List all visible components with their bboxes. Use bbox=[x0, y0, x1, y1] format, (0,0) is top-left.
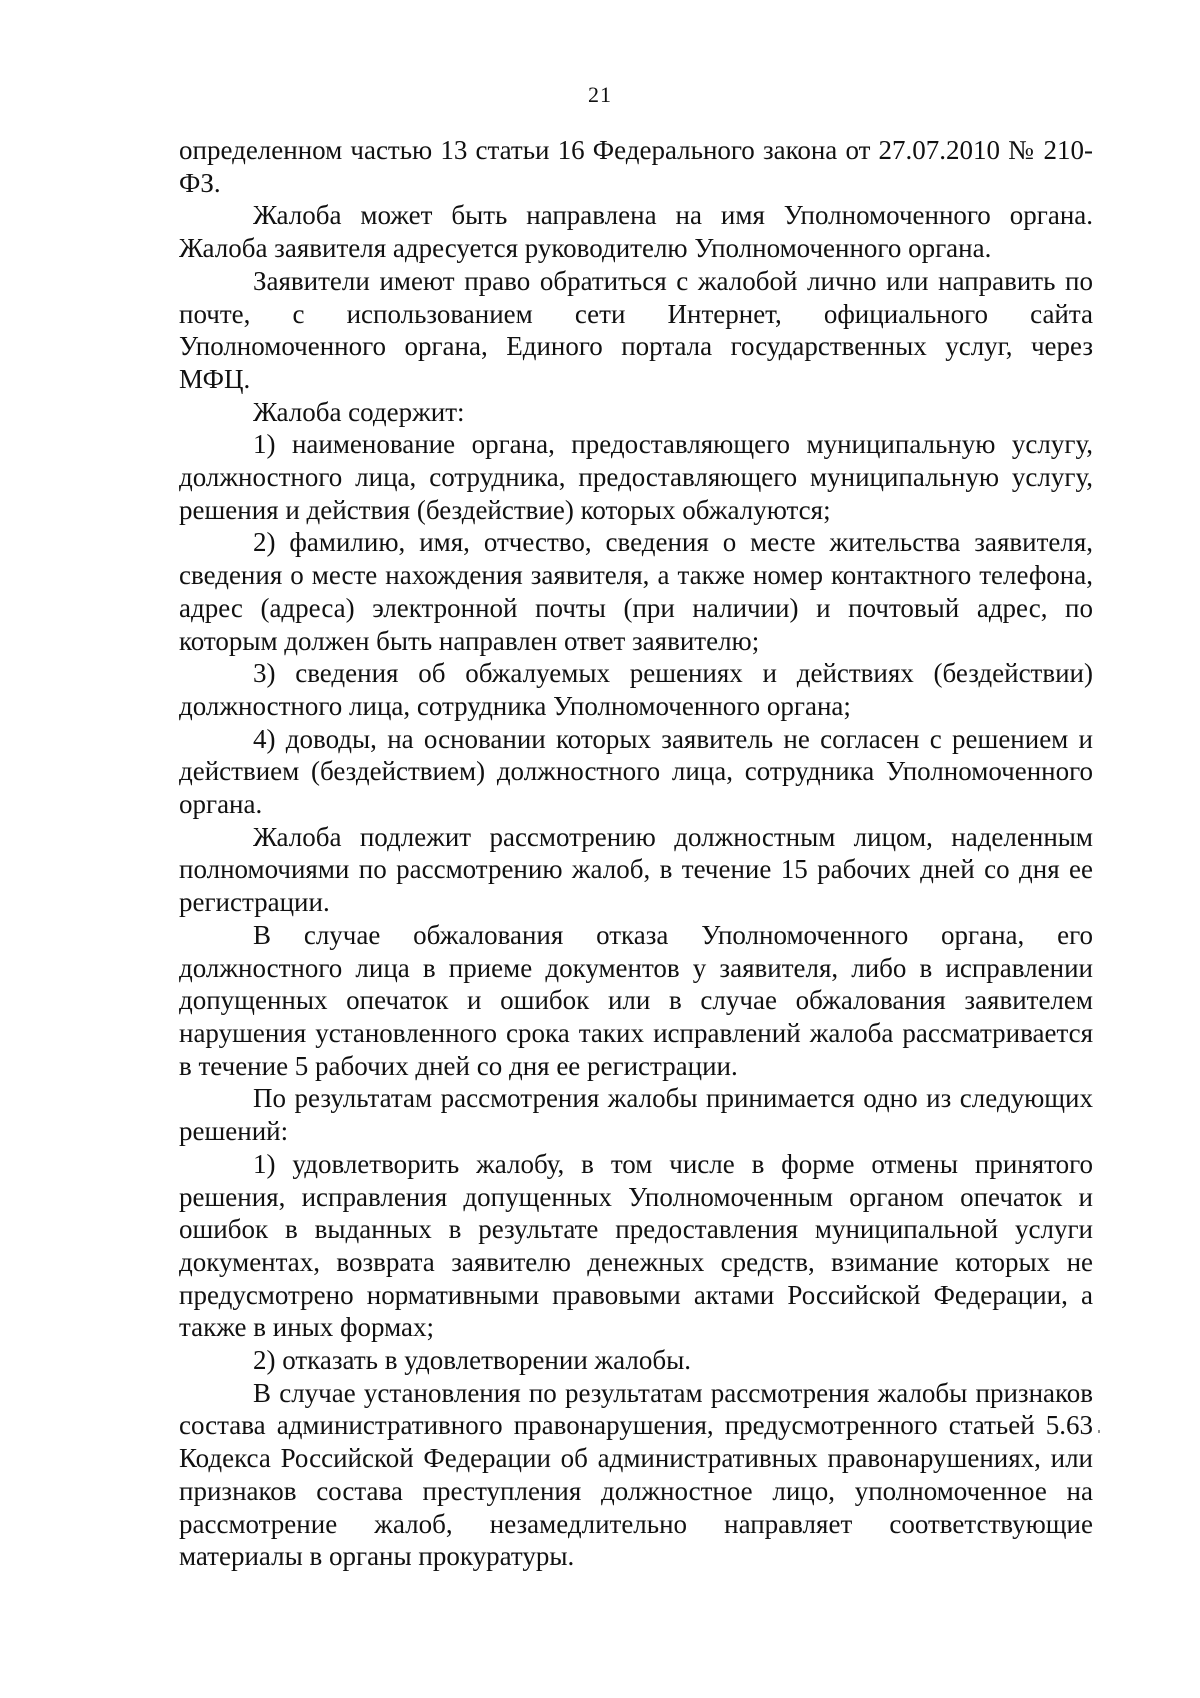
list-item-authority-name: 1) наименование органа, предоставляющего муниципальную услугу, должностного лица, сотрудника, предоставляющего муниципальную услугу, решения и действия (бездействие) которых обжалуются; bbox=[179, 429, 1093, 525]
scan-speck bbox=[1098, 1430, 1100, 1433]
list-item-applicant-details: 2) фамилию, имя, отчество, сведения о месте жительства заявителя, сведения о месте нахождения заявителя, а также номер контактного телефона, адрес (адреса) электронной почты (при наличии) и почтовый адрес, по которым должен быть направлен ответ заявителю; bbox=[179, 527, 1093, 656]
paragraph-continuation: определенном частью 13 статьи 16 Федерального закона от 27.07.2010 № 210-ФЗ. bbox=[179, 135, 1093, 198]
paragraph-submission-channels: Заявители имеют право обратиться с жалобой лично или направить по почте, с использованием сети Интернет, официального сайта Уполномоченного органа, Единого портала государственных услуг, через МФЦ. bbox=[179, 265, 1093, 394]
list-item-appealed-decisions: 3) сведения об обжалуемых решениях и действиях (бездействии) должностного лица, сотрудника Уполномоченного органа; bbox=[179, 658, 1093, 721]
document-body bbox=[179, 134, 1093, 1573]
paragraph-review-period: Жалоба подлежит рассмотрению должностным лицом, наделенным полномочиями по рассмотрению жалоб, в течение 15 рабочих дней со дня ее регистрации. bbox=[179, 821, 1093, 918]
list-item-refuse-complaint: 2) отказать в удовлетворении жалобы. bbox=[253, 1345, 691, 1376]
page-number: 21 bbox=[588, 82, 612, 107]
paragraph-refusal-appeal: В случае обжалования отказа Уполномоченного органа, его должностного лица в приеме документов у заявителя, либо в исправлении допущенных опечаток и ошибок или в случае обжалования заявителем нарушения установленного срока таких исправлений жалоба рассматривается в течение 5 рабочих дней со дня ее регистрации. bbox=[179, 919, 1093, 1081]
paragraph-complaint-contents-heading: Жалоба содержит: bbox=[253, 396, 465, 427]
paragraph-prosecutor-referral: В случае установления по результатам рассмотрения жалобы признаков состава административного правонарушения, предусмотренного статьей 5.63 Кодекса Российской Федерации об административных правонарушениях, или признаков состава преступления должностное лицо, уполномоченное на рассмотрение жалоб, незамедлительно направляет соответствующие материалы в органы прокуратуры. bbox=[179, 1377, 1093, 1572]
paragraph-decisions-heading: По результатам рассмотрения жалобы принимается одно из следующих решений: bbox=[179, 1083, 1093, 1147]
list-item-arguments: 4) доводы, на основании которых заявитель не согласен с решением и действием (бездействием) должностного лица, сотрудника Уполномоченного органа. bbox=[179, 723, 1093, 820]
list-item-satisfy-complaint: 1) удовлетворить жалобу, в том числе в форме отмены принятого решения, исправления допущенных Уполномоченным органом опечаток и ошибок в выданных в результате предоставления муниципальной услуги документах, возврата заявителю денежных средств, взимание которых не предусмотрено нормативными правовыми актами Российской Федерации, а также в иных формах; bbox=[179, 1148, 1093, 1343]
paragraph-complaint-address: Жалоба может быть направлена на имя Уполномоченного органа. Жалоба заявителя адресуется руководителю Уполномоченного органа. bbox=[179, 200, 1093, 264]
